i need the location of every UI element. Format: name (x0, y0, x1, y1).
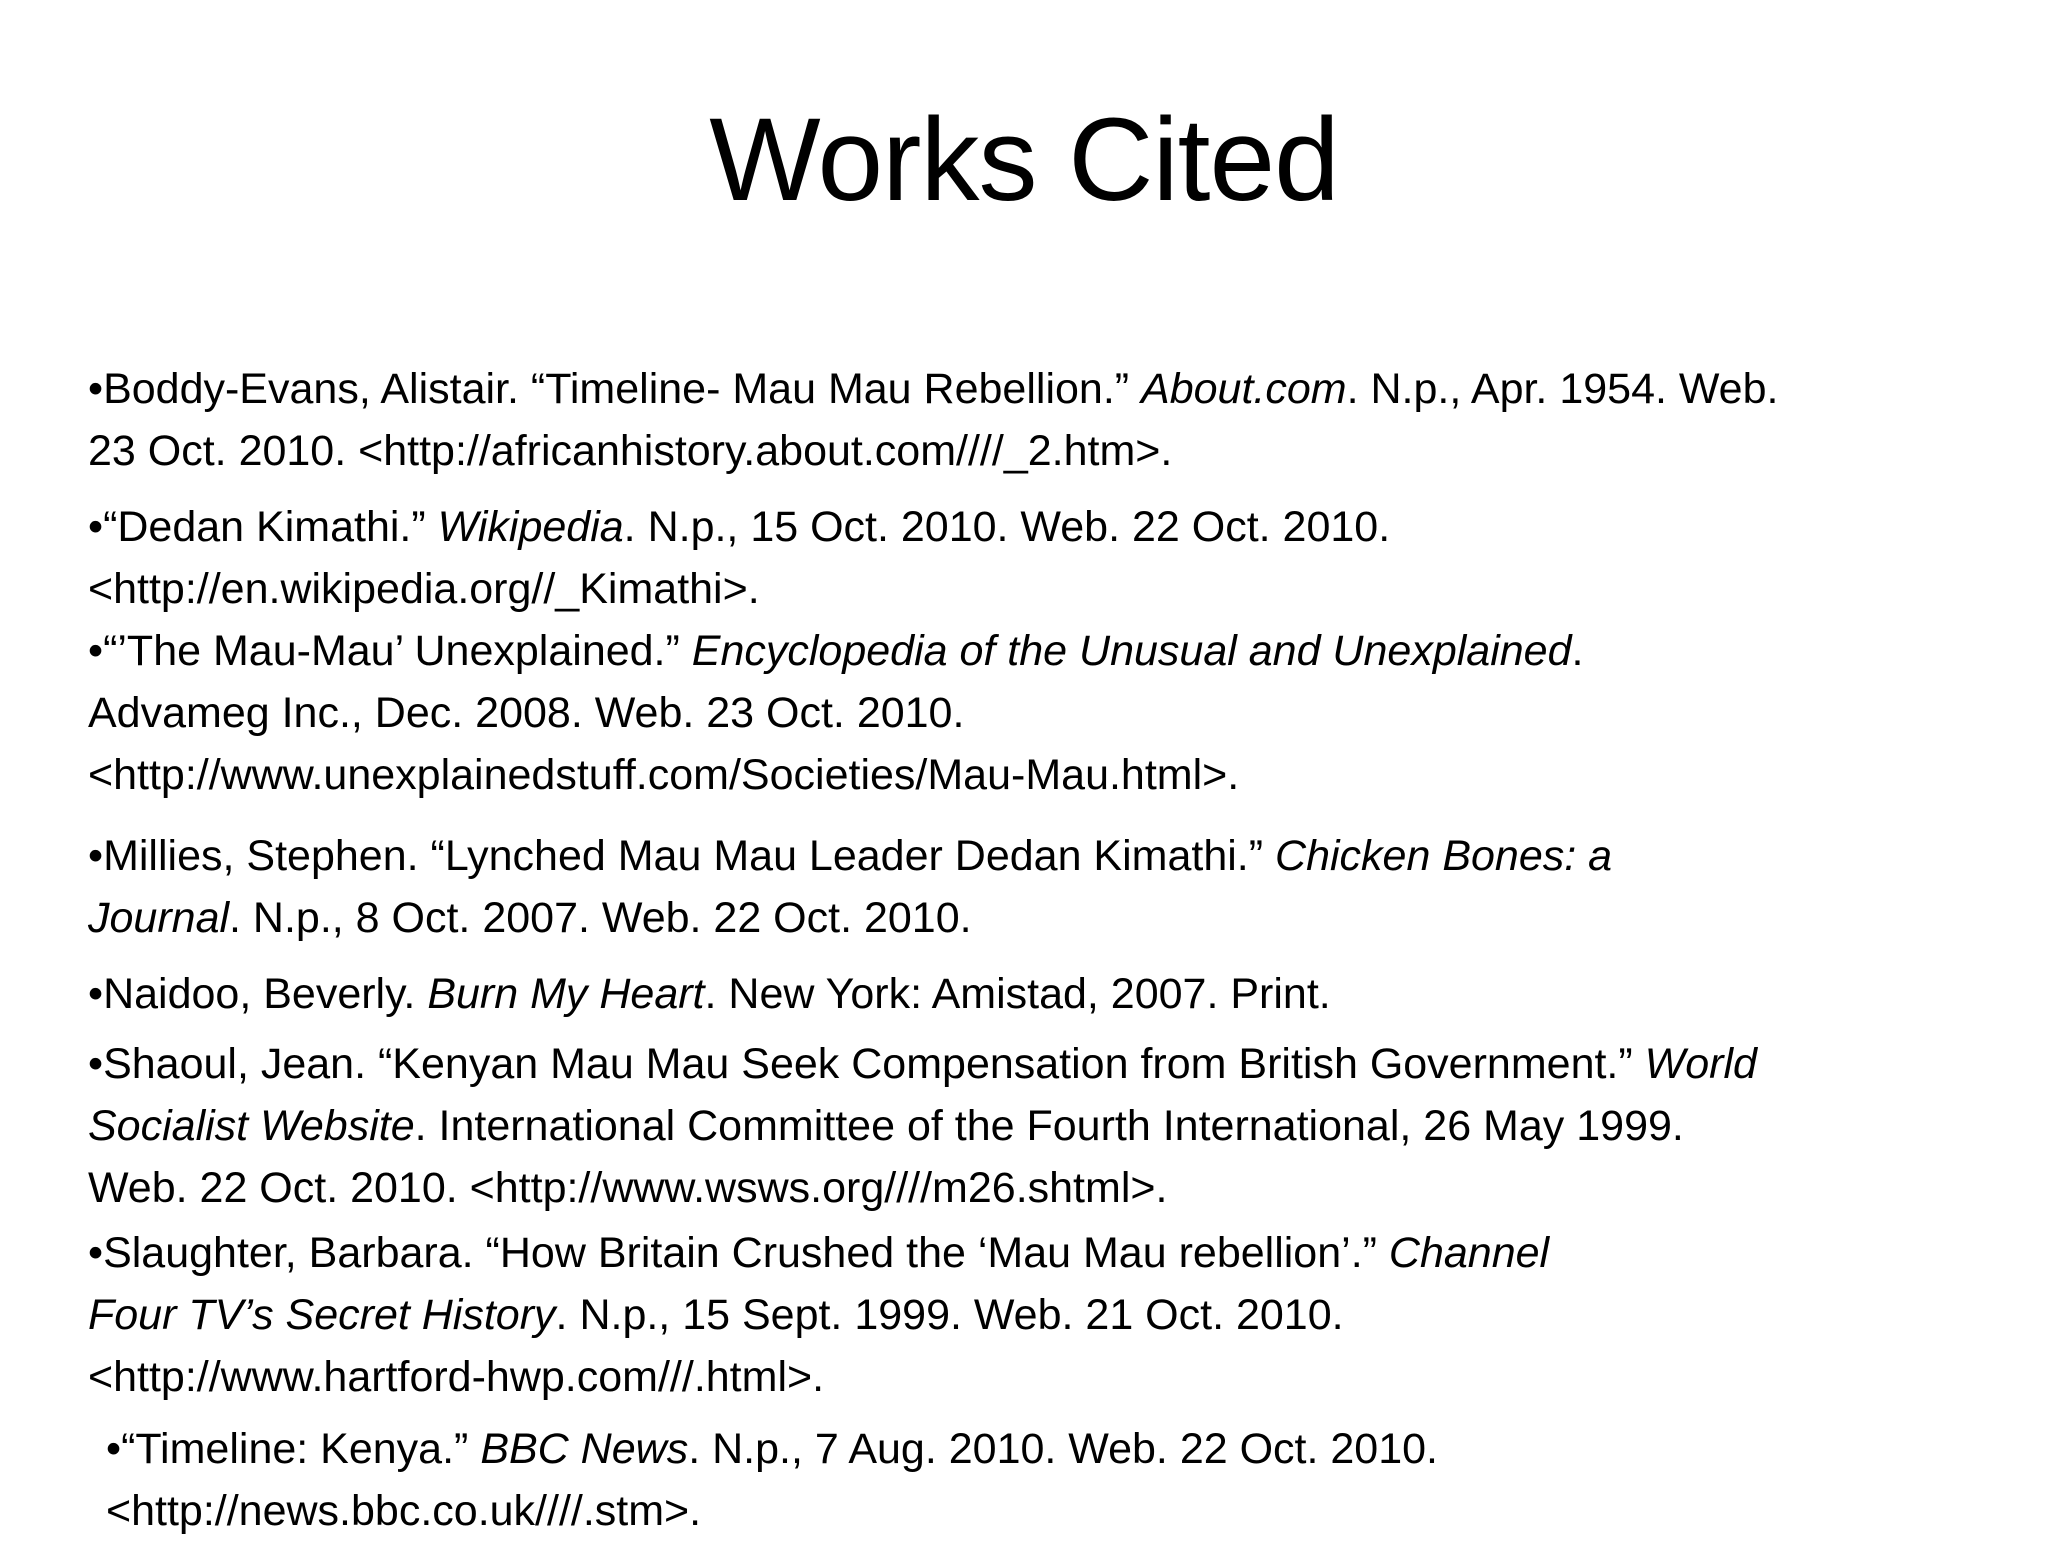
citation-line: Web. 22 Oct. 2010. <http://www.wsws.org////m26.shtml>. (88, 1164, 1168, 1212)
citation-entry-slaughter (88, 1222, 1988, 1408)
citation-line: Socialist Website. International Committee of the Fourth International, 26 May 1999. (88, 1102, 1684, 1150)
citation-line: •“Dedan Kimathi.” Wikipedia. N.p., 15 Oct. 2010. Web. 22 Oct. 2010. (88, 503, 1391, 551)
citation-entry-naidoo (88, 963, 1988, 1025)
bullet-glyph: • (88, 832, 104, 880)
citation-line: <http://www.unexplainedstuff.com/Societies/Mau-Mau.html>. (88, 751, 1240, 799)
bullet-glyph: • (88, 1040, 104, 1088)
citation-line: •Naidoo, Beverly. Burn My Heart. New York: Amistad, 2007. Print. (88, 970, 1331, 1018)
citation-entry-shaoul (88, 1033, 1988, 1219)
citation-entry-boddy-evans (88, 358, 1988, 482)
bullet-glyph: • (88, 970, 104, 1018)
citation-entry-timeline-kenya (106, 1418, 2006, 1542)
citation-line: <http://en.wikipedia.org//_Kimathi>. (88, 565, 760, 613)
bullet-glyph: • (106, 1425, 122, 1473)
bullet-glyph: • (88, 627, 104, 675)
citation-line: Journal. N.p., 8 Oct. 2007. Web. 22 Oct. 2010. (88, 894, 972, 942)
bullet-glyph: • (88, 503, 104, 551)
citation-line: •Slaughter, Barbara. “How Britain Crushed the ‘Mau Mau rebellion’.” Channel (88, 1229, 1550, 1277)
bullet-glyph: • (88, 365, 104, 413)
citation-entry-millies (88, 825, 1988, 949)
citation-line: 23 Oct. 2010. <http://africanhistory.about.com////_2.htm>. (88, 427, 1173, 475)
bullet-glyph: • (88, 1229, 104, 1277)
citation-entry-dedan-kimathi (88, 496, 1988, 620)
citation-line: Advameg Inc., Dec. 2008. Web. 23 Oct. 2010. (88, 689, 965, 737)
citation-line: •Shaoul, Jean. “Kenyan Mau Mau Seek Compensation from British Government.” World (88, 1040, 1757, 1088)
citation-entry-mau-mau-unexplained (88, 620, 1988, 806)
citation-line: •“’The Mau-Mau’ Unexplained.” Encyclopedia of the Unusual and Unexplained. (88, 627, 1584, 675)
citation-line: <http://news.bbc.co.uk////.stm>. (106, 1487, 702, 1535)
citation-line: •Boddy-Evans, Alistair. “Timeline- Mau Mau Rebellion.” About.com. N.p., Apr. 1954. Web. (88, 365, 1779, 413)
citation-line: •“Timeline: Kenya.” BBC News. N.p., 7 Aug. 2010. Web. 22 Oct. 2010. (106, 1425, 1438, 1473)
citation-line: Four TV’s Secret History. N.p., 15 Sept. 1999. Web. 21 Oct. 2010. (88, 1291, 1344, 1339)
slide-title: Works Cited (709, 94, 1339, 226)
citation-line: •Millies, Stephen. “Lynched Mau Mau Leader Dedan Kimathi.” Chicken Bones: a (88, 832, 1613, 880)
citation-line: <http://www.hartford-hwp.com///.html>. (88, 1353, 825, 1401)
